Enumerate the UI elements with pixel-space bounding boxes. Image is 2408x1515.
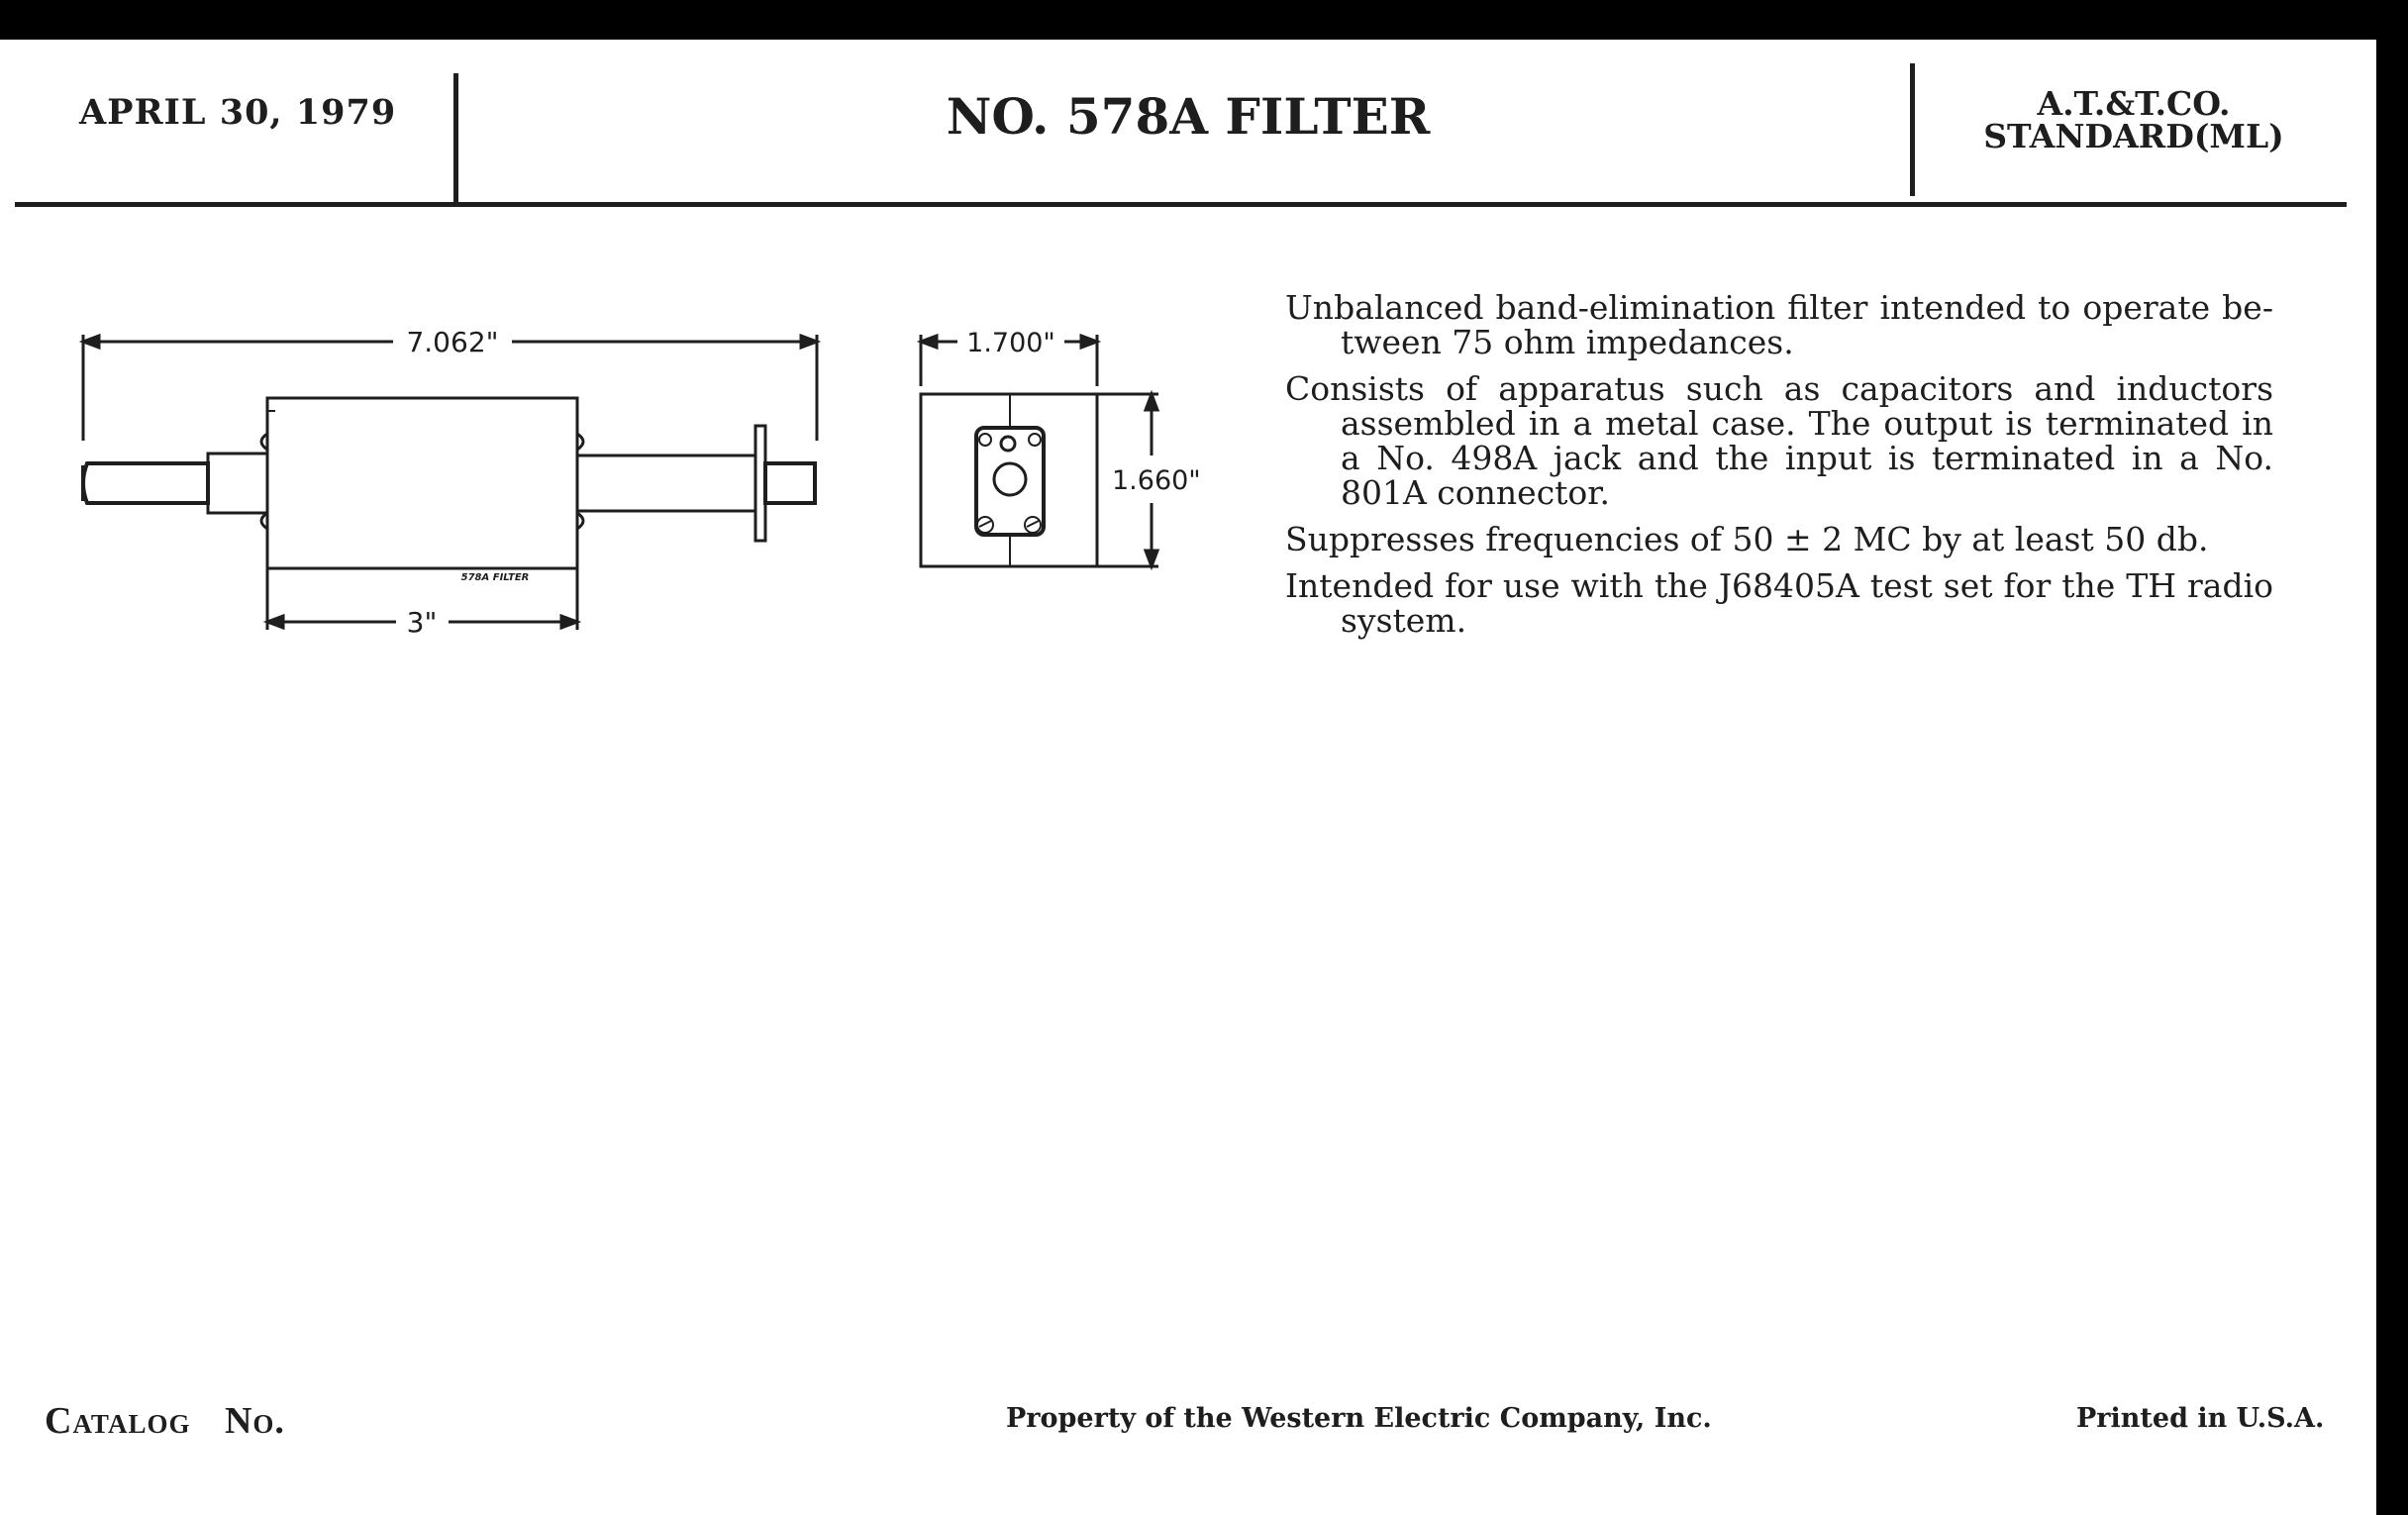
standard-label [1916, 84, 2352, 155]
height-label: 1.660" [1112, 465, 1201, 496]
issue-date: APRIL 30, 1979 [79, 92, 397, 133]
description-paragraph: Suppresses frequencies of 50 ± 2 MC by at least 50 db. [1285, 520, 2209, 558]
case-arrow-left [267, 616, 283, 628]
output-jack-tip [765, 463, 815, 503]
side-view-drawing [69, 317, 842, 644]
description [1285, 290, 2273, 650]
description-paragraph: Unbalanced band-elimination filter intended to operate be- tween 75 ohm impedances. [1285, 288, 2273, 361]
property-notice: Property of the Western Electric Company, Inc. [1006, 1403, 1712, 1434]
catalog-number-label: Catalog No. [45, 1400, 285, 1442]
end-view-drawing [906, 317, 1223, 574]
case-arrow-right [561, 616, 577, 628]
case-length-label: 3" [406, 606, 438, 639]
input-connector-collar [208, 454, 267, 513]
standard-designation: STANDARD(ML) [1983, 117, 2284, 155]
standard-company: A.T.&T.CO. [2037, 84, 2231, 123]
height-arrow-top [1146, 394, 1157, 410]
jack-opening [994, 463, 1026, 495]
input-connector-stub [83, 463, 208, 503]
height-arrow-bottom [1146, 551, 1157, 566]
description-paragraph: Intended for use with the J68405A test set for the TH radio system. [1285, 566, 2273, 640]
printed-notice: Printed in U.S.A. [2076, 1403, 2325, 1434]
width-label: 1.700" [966, 328, 1055, 358]
jack-plate [976, 428, 1044, 535]
header-underline [15, 202, 2347, 207]
overall-arrow-left [83, 336, 99, 348]
page-title: NO. 578A FILTER [946, 87, 1431, 146]
width-arrow-right [1081, 336, 1097, 348]
header-divider-left [453, 73, 458, 202]
width-arrow-left [921, 336, 937, 348]
output-jack-tube [577, 455, 755, 511]
overall-arrow-right [801, 336, 817, 348]
filter-case [267, 398, 577, 568]
overall-length-label: 7.062" [406, 326, 499, 358]
catalog-card [0, 40, 2376, 1515]
description-paragraph: Consists of apparatus such as capacitors and inductors assembled in a metal case. The output is terminated in a No. 498A jack and the input is terminated in a No. 801A connector. [1285, 369, 2273, 512]
case-marking: 578A FILTER [460, 572, 530, 583]
